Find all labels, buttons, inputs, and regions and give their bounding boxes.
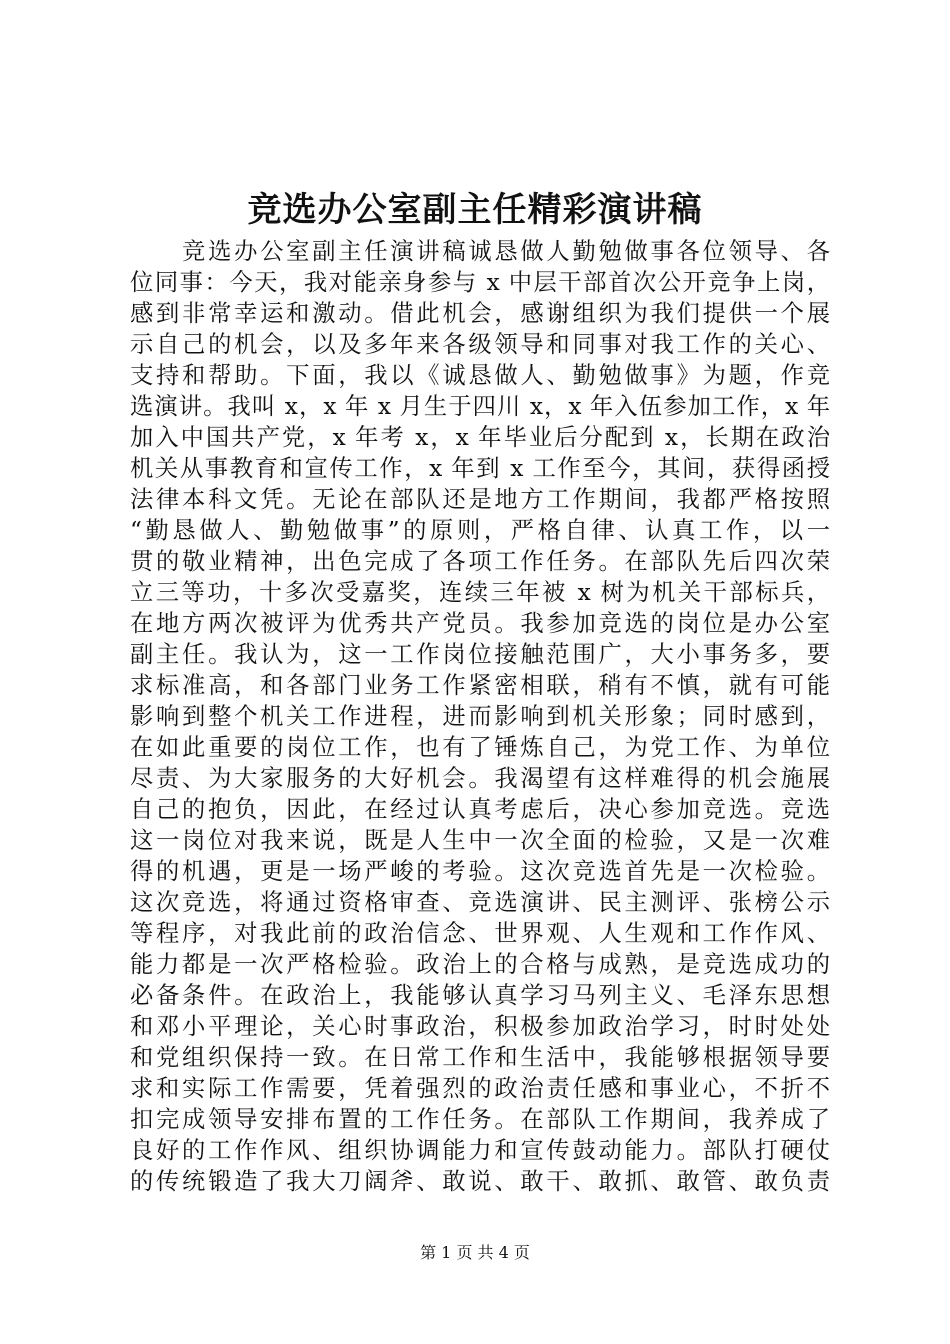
body-line: 得的机遇，更是一场严峻的考验。这次竞选首先是一次检验。	[130, 858, 830, 885]
body-line: “勤恳做人、勤勉做事”的原则，严格自律、认真工作，以一	[130, 517, 830, 544]
body-line: 和党组织保持一致。在日常工作和生活中，我能够根据领导要	[130, 1044, 830, 1071]
body-line: 支持和帮助。下面，我以《诚恳做人、勤勉做事》为题，作竞	[130, 362, 830, 389]
body-line: 感到非常幸运和激动。借此机会，感谢组织为我们提供一个展	[130, 300, 830, 327]
document-body	[130, 236, 830, 1197]
body-line: 必备条件。在政治上，我能够认真学习马列主义、毛泽东思想	[130, 982, 830, 1009]
body-line: 副主任。我认为，这一工作岗位接触范围广，大小事务多，要	[130, 641, 830, 668]
body-line: 法律本科文凭。无论在部队还是地方工作期间，我都严格按照	[130, 486, 830, 513]
body-line: 在地方两次被评为优秀共产党员。我参加竞选的岗位是办公室	[130, 610, 830, 637]
body-line: 的传统锻造了我大刀阔斧、敢说、敢干、敢抓、敢管、敢负责	[130, 1168, 830, 1195]
body-line: 在如此重要的岗位工作，也有了锤炼自己，为党工作、为单位	[130, 734, 830, 761]
body-line: 和邓小平理论，关心时事政治，积极参加政治学习，时时处处	[130, 1013, 830, 1040]
page-footer: 第 1 页 共 4 页	[420, 1243, 530, 1262]
body-line: 示自己的机会，以及多年来各级领导和同事对我工作的关心、	[130, 331, 830, 358]
body-line: 贯的敬业精神，出色完成了各项工作任务。在部队先后四次荣	[130, 548, 830, 575]
body-line: 求和实际工作需要，凭着强烈的政治责任感和事业心，不折不	[130, 1075, 830, 1102]
body-line: 机关从事教育和宣传工作，x 年到 x 工作至今，其间，获得函授	[130, 455, 830, 482]
body-line: 加入中国共产党，x 年考 x，x 年毕业后分配到 x，长期在政治	[130, 424, 830, 451]
body-line: 尽责、为大家服务的大好机会。我渴望有这样难得的机会施展	[130, 765, 830, 792]
body-line: 能力都是一次严格检验。政治上的合格与成熟，是竞选成功的	[130, 951, 830, 978]
body-line: 选演讲。我叫 x，x 年 x 月生于四川 x，x 年入伍参加工作，x 年	[130, 393, 830, 420]
page-title: 竞选办公室副主任精彩演讲稿	[247, 190, 703, 230]
body-line: 良好的工作作风、组织协调能力和宣传鼓动能力。部队打硬仗	[130, 1137, 830, 1164]
body-line: 自己的抱负，因此，在经过认真考虑后，决心参加竞选。竞选	[130, 796, 830, 823]
body-line: 立三等功，十多次受嘉奖，连续三年被 x 树为机关干部标兵，	[130, 579, 830, 606]
body-line: 这一岗位对我来说，既是人生中一次全面的检验，又是一次难	[130, 827, 830, 854]
body-line: 求标准高，和各部门业务工作紧密相联，稍有不慎，就有可能	[130, 672, 830, 699]
body-line: 位同事：今天，我对能亲身参与 x 中层干部首次公开竞争上岗，	[130, 269, 830, 296]
body-line: 等程序，对我此前的政治信念、世界观、人生观和工作作风、	[130, 920, 830, 947]
body-line: 这次竞选，将通过资格审查、竞选演讲、民主测评、张榜公示	[130, 889, 830, 916]
body-line: 影响到整个机关工作进程，进而影响到机关形象；同时感到，	[130, 703, 830, 730]
body-line: 竞选办公室副主任演讲稿诚恳做人勤勉做事各位领导、各	[130, 238, 830, 265]
body-line: 扣完成领导安排布置的工作任务。在部队工作期间，我养成了	[130, 1106, 830, 1133]
